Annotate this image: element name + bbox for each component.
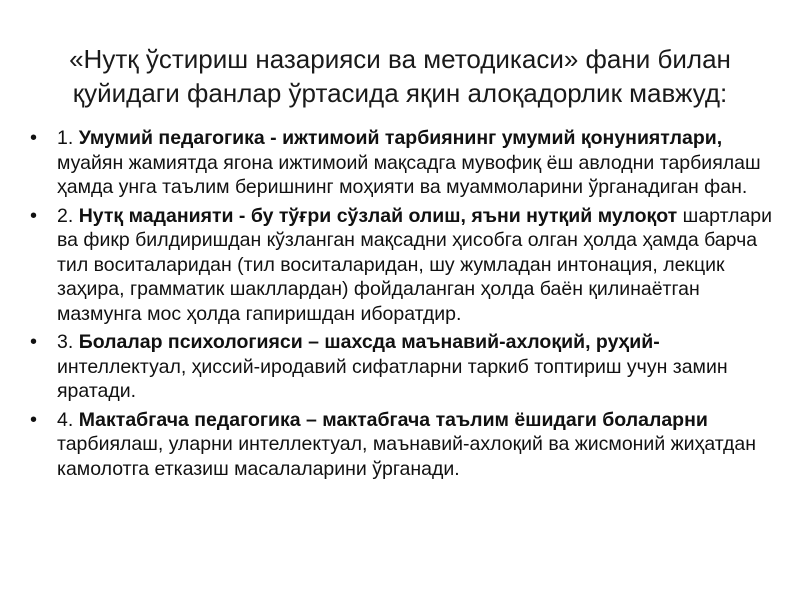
slide-title: «Нутқ ўстириш назарияси ва методикаси» фани билан қуйидаги фанлар ўртасида яқин алоқадорлик мавжуд: <box>69 44 731 108</box>
list-item <box>28 408 780 482</box>
item-number: 3. <box>57 331 74 353</box>
item-text: муайян жамиятда ягона ижтимоий мақсадга мувофиқ ёш авлодни тарбиялаш ҳамда унга таълим беришнинг моҳияти ва муаммоларини ўрганадиган фан. <box>57 151 761 198</box>
bullet-icon: • <box>30 408 38 431</box>
list-item <box>28 204 780 327</box>
list-item <box>28 330 780 404</box>
item-number: 4. <box>57 408 74 431</box>
bullet-list <box>28 126 780 485</box>
item-heading: Нутқ маданияти - бу тўғри сўзлай олиш, яъни нутқий мулоқот <box>78 204 678 227</box>
item-heading: Болалар психологияси – шахсда маънавий-ахлоқий, руҳий- <box>78 331 660 353</box>
item-text: тарбиялаш, уларни интеллектуал, маънавий-ахлоқий ва жисмоний жиҳатдан камолотга етказиш масалаларини ўрганади. <box>57 433 757 480</box>
bullet-icon: • <box>30 204 38 227</box>
item-text: шартлари ва фикр билдиришдан кўзланган мақсадни ҳисобга олган ҳолда ҳамда барча тил воситаларидан (тил воситаларидан, шу жумладан интонация, лекцик заҳира, грамматик шакллардан) фойдаланган ҳолда баён қилинаётган мазмунга мос ҳолда гапиришдан иборатдир. <box>57 204 773 325</box>
item-number: 1. <box>57 127 74 149</box>
bullet-icon: • <box>30 127 38 149</box>
item-text: интеллектуал, ҳиссий-иродавий сифатларни таркиб топтириш учун замин яратади. <box>57 355 728 402</box>
item-heading: Умумий педагогика - ижтимоий тарбиянинг умумий қонуниятлари, <box>78 127 723 149</box>
bullet-icon: • <box>30 331 38 353</box>
item-number: 2. <box>57 204 74 227</box>
list-item <box>28 126 780 200</box>
item-heading: Мактабгача педагогика – мактабгача таълим ёшидаги болаларни <box>78 408 708 431</box>
